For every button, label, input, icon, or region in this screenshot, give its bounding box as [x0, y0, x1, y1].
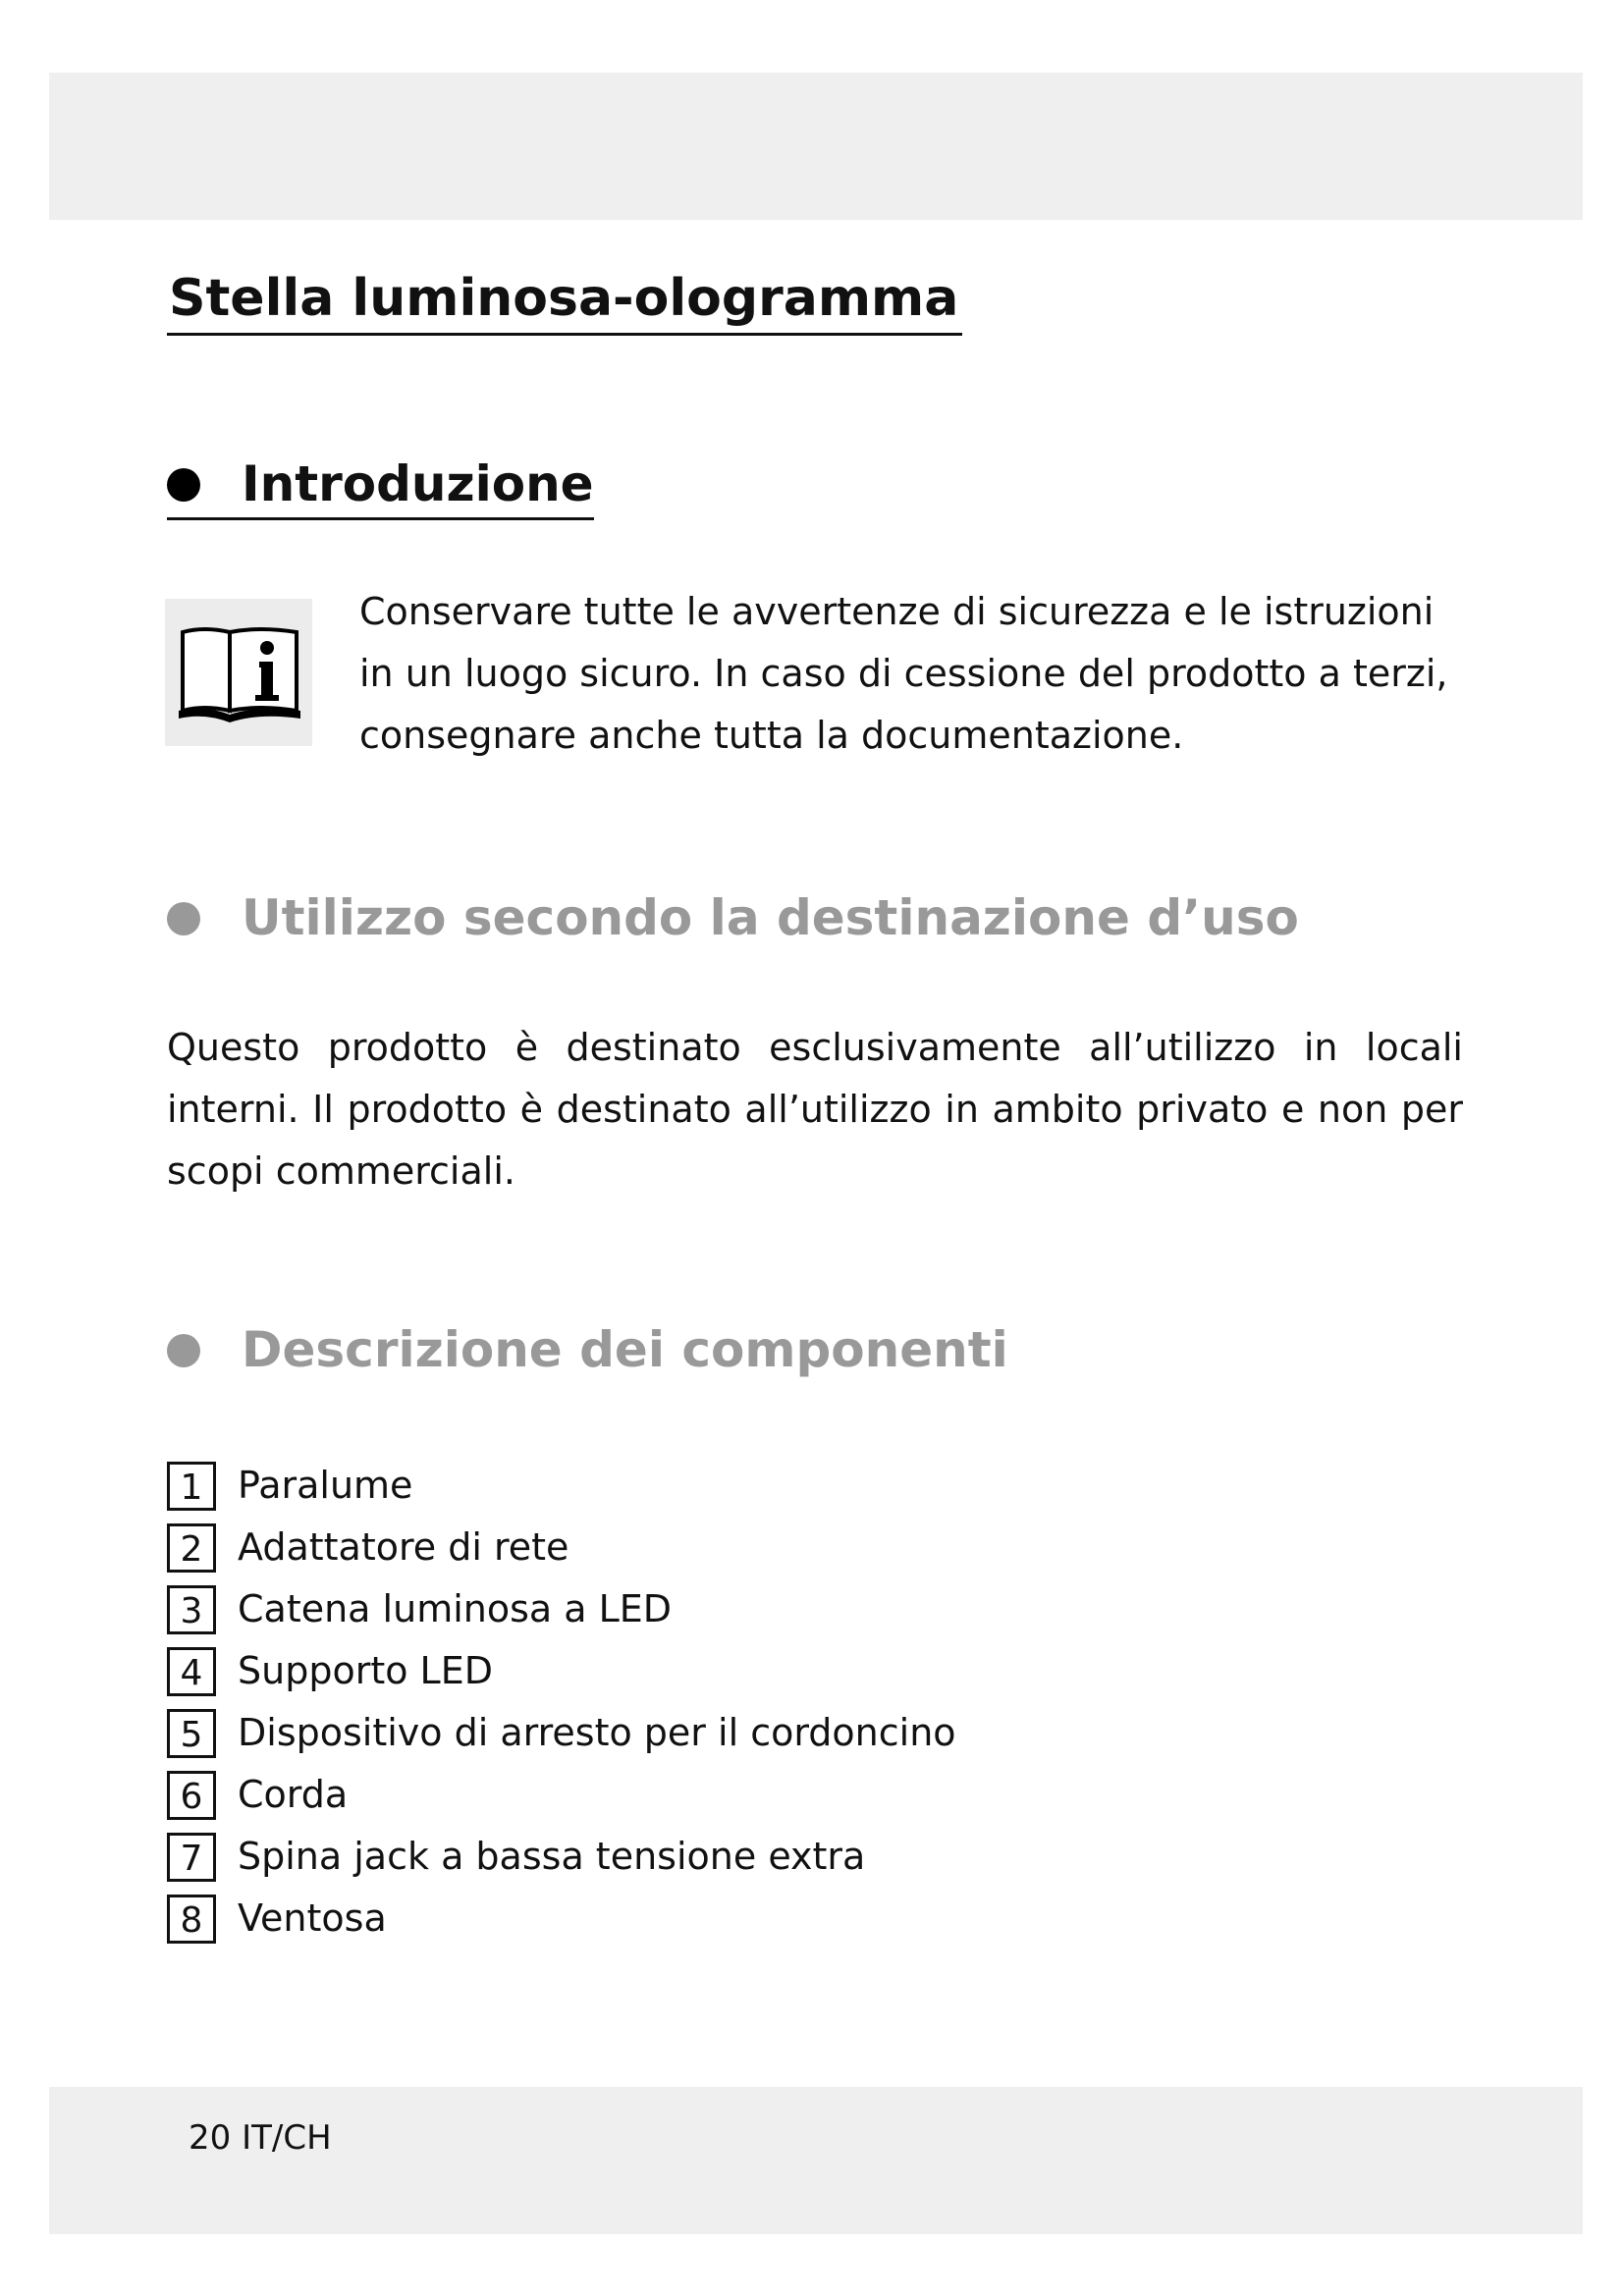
- component-number: 7: [167, 1833, 216, 1882]
- section-heading-introduction: [167, 457, 594, 520]
- component-number: 3: [167, 1585, 216, 1634]
- component-number: 6: [167, 1771, 216, 1820]
- component-label: Catena luminosa a LED: [238, 1586, 673, 1630]
- header-band: [49, 73, 1583, 220]
- component-item: [167, 1640, 956, 1702]
- component-label: Ventosa: [238, 1896, 387, 1940]
- component-number: 1: [167, 1462, 216, 1511]
- component-label: Paralume: [238, 1463, 413, 1507]
- bullet-dot-icon: [167, 902, 200, 935]
- component-number: 4: [167, 1647, 216, 1696]
- introduction-text: Conservare tutte le avvertenze di sicurezza e le istruzioni in un luogo sicuro. In caso di cessione del prodotto a terzi, consegnare anche tutta la documentazione.: [359, 590, 1448, 757]
- component-number: 8: [167, 1895, 216, 1944]
- page-number: 20 IT/CH: [189, 2118, 332, 2158]
- component-item: [167, 1826, 956, 1888]
- section-heading-text: Introduzione: [242, 455, 594, 512]
- page-title: Stella luminosa-ologramma: [167, 271, 962, 336]
- component-number: 5: [167, 1709, 216, 1758]
- component-item: [167, 1455, 956, 1517]
- component-item: [167, 1517, 956, 1578]
- component-item: [167, 1578, 956, 1640]
- book-info-icon: [165, 599, 312, 746]
- section-heading-text: Utilizzo secondo la destinazione d’uso: [242, 889, 1299, 946]
- component-label: Supporto LED: [238, 1648, 493, 1692]
- bullet-dot-icon: [167, 468, 200, 502]
- component-label: Spina jack a bassa tensione extra: [238, 1834, 866, 1878]
- footer-band: [49, 2087, 1583, 2234]
- book-info-icon-graphic: [165, 599, 312, 746]
- section-heading-text: Descrizione dei componenti: [242, 1321, 1008, 1378]
- component-number: 2: [167, 1523, 216, 1573]
- component-label: Corda: [238, 1772, 349, 1816]
- component-item: [167, 1764, 956, 1826]
- intended-use-text: Questo prodotto è destinato esclusivamente all’utilizzo in locali interni. Il prodotto è destinato all’utilizzo in ambito privato e non per scopi commerciali.: [167, 1026, 1463, 1193]
- section-heading-intended-use: [167, 891, 1299, 945]
- component-item: [167, 1888, 956, 1949]
- section-heading-components: [167, 1323, 1008, 1377]
- component-label: Adattatore di rete: [238, 1524, 569, 1569]
- bullet-dot-icon: [167, 1334, 200, 1367]
- component-label: Dispositivo di arresto per il cordoncino: [238, 1710, 956, 1754]
- component-item: [167, 1702, 956, 1764]
- components-list: [167, 1455, 956, 1949]
